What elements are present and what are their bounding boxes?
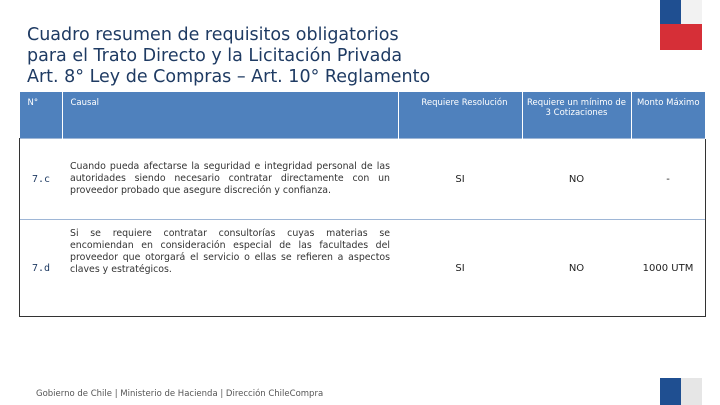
row-causal: Si se requiere contratar consultorías cuyas materias se encomiendan en consideración especial de las facultades del proveedor que otorgará el servicio o ellas se refieren a aspectos claves y estratégicos.: [62, 220, 398, 317]
table-row: [20, 220, 706, 317]
row-cotizaciones: NO: [522, 139, 631, 220]
table-row: [20, 139, 706, 220]
row-resolucion: SI: [398, 139, 522, 220]
header-resolucion: Requiere Resolución: [398, 92, 522, 139]
row-causal: Cuando pueda afectarse la seguridad e integridad personal de las autoridades siendo necesario contratar directamente con un proveedor probado que asegure discreción y confianza.: [62, 139, 398, 220]
header-monto: Monto Máximo: [631, 92, 706, 139]
table-header-row: [20, 92, 706, 139]
header-num: N°: [20, 92, 63, 139]
row-code: 7.d: [20, 220, 63, 317]
title-line-2: para el Trato Directo y la Licitación Privada: [27, 46, 403, 66]
row-monto: -: [631, 139, 706, 220]
row-cotizaciones: NO: [522, 220, 631, 317]
slide-title: [27, 25, 430, 88]
title-line-3: Art. 8° Ley de Compras – Art. 10° Reglamento: [27, 67, 431, 87]
row-resolucion: SI: [398, 220, 522, 317]
requirements-table: [19, 92, 706, 317]
header-cotizaciones: Requiere un mínimo de 3 Cotizaciones: [522, 92, 631, 139]
chile-flag-logo: [660, 0, 702, 50]
row-code: 7.c: [20, 139, 63, 220]
title-line-1: Cuadro resumen de requisitos obligatorios: [27, 25, 399, 45]
footer-text: Gobierno de Chile | Ministerio de Hacienda | Dirección ChileCompra: [36, 389, 324, 399]
header-causal: Causal: [62, 92, 398, 139]
row-monto: 1000 UTM: [631, 220, 706, 317]
chile-flag-footer-logo: [660, 378, 702, 405]
